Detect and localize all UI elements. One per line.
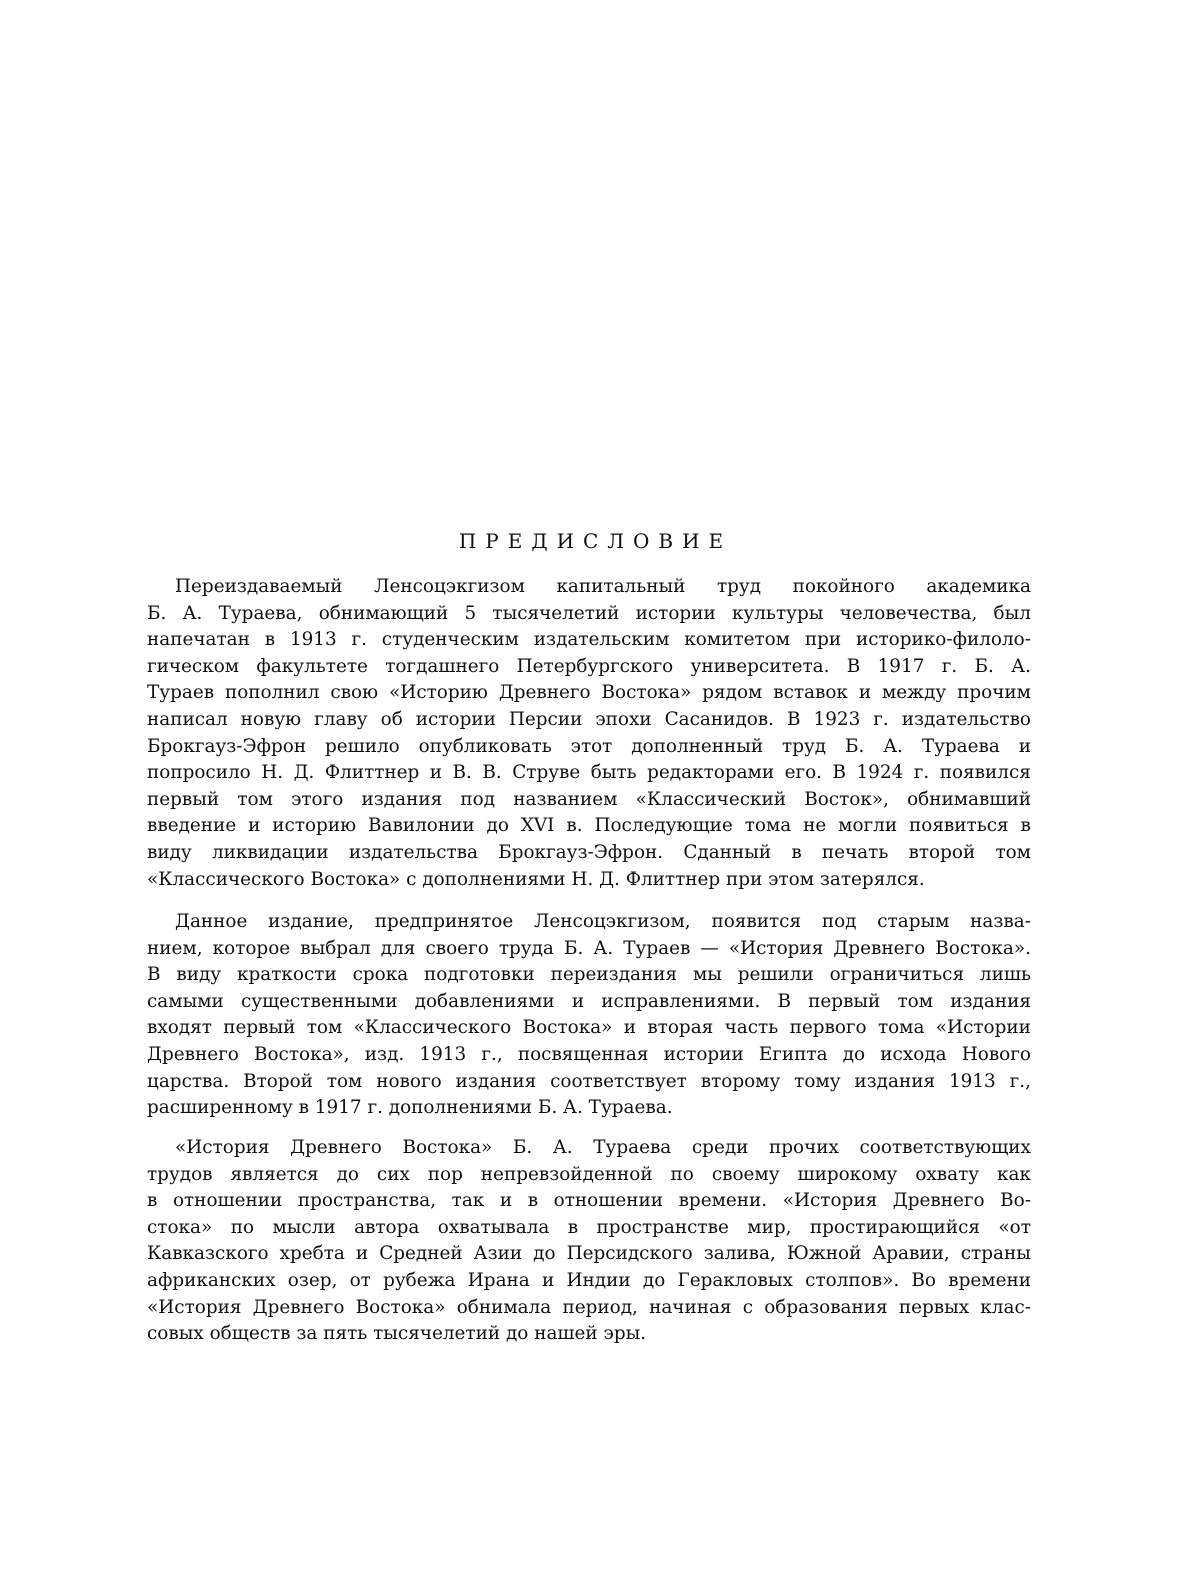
text-line: совых обществ за пять тысячелетий до нашей эры. xyxy=(147,1323,647,1345)
text-line: царства. Второй том нового издания соответствует второму тому издания 1913 г., xyxy=(147,1070,1031,1092)
text-line: «История Древнего Востока» Б. А. Тураева среди прочих соответствующих xyxy=(175,1137,1031,1158)
text-line: введение и историю Вавилонии до XVI в. Последующие тома не могли появиться в xyxy=(147,815,1031,837)
text-line: трудов является до сих пор непревзойденной по своему широкому охвату как xyxy=(147,1163,1031,1185)
text-line: напечатан в 1913 г. студенческим издательским комитетом при историко-филоло- xyxy=(147,629,1031,651)
text-line: Б. А. Тураева, обнимающий 5 тысячелетий истории культуры человечества, был xyxy=(147,602,1031,624)
text-line: написал новую главу об истории Персии эпохи Сасанидов. В 1923 г. издательство xyxy=(147,708,1031,730)
text-line: расширенному в 1917 г. дополнениями Б. А. Тураева. xyxy=(147,1097,673,1119)
text-line: стока» по мысли автора охватывала в пространстве мир, простирающийся «от xyxy=(147,1216,1031,1238)
text-line: Тураев пополнил свою «Историю Древнего Востока» рядом вставок и между прочим xyxy=(147,682,1031,704)
text-line: Кавказского хребта и Средней Азии до Персидского залива, Южной Аравии, страны xyxy=(147,1243,1031,1265)
text-line: африканских озер, от рубежа Ирана и Индии до Геракловых столпов». Во времени xyxy=(147,1269,1031,1291)
text-line: самыми существенными добавлениями и исправлениями. В первый том издания xyxy=(147,990,1031,1012)
text-line: попросило Н. Д. Флиттнер и В. В. Струве быть редакторами его. В 1924 г. появился xyxy=(147,762,1031,784)
text-line: В виду краткости срока подготовки переиздания мы решили ограничиться лишь xyxy=(147,964,1031,986)
text-line: первый том этого издания под названием «Классический Восток», обнимавший xyxy=(147,788,1031,810)
text-line: нием, которое выбрал для своего труда Б. А. Тураев — «История Древнего Востока». xyxy=(147,937,1031,959)
paragraph-1 xyxy=(147,574,1031,893)
text-line: Переиздаваемый Ленсоцэкгизом капитальный труд покойного академика xyxy=(175,576,1031,597)
text-line: Брокгауз-Эфрон решило опубликовать этот дополненный труд Б. А. Тураева и xyxy=(147,735,1031,757)
paragraph-2 xyxy=(147,909,1031,1122)
text-line: «Классического Востока» с дополнениями Н. Д. Флиттнер при этом затерялся. xyxy=(147,868,925,890)
text-line: Древнего Востока», изд. 1913 г., посвященная истории Египта до исхода Нового xyxy=(147,1043,1031,1065)
text-line: «История Древнего Востока» обнимала период, начиная с образования первых клас- xyxy=(147,1296,1031,1318)
text-line: виду ликвидации издательства Брокгауз-Эфрон. Сданный в печать второй том xyxy=(147,841,1031,863)
text-line: гическом факультете тогдашнего Петербургского университета. В 1917 г. Б. А. xyxy=(147,655,1031,677)
text-line: входят первый том «Классического Востока» и вторая часть первого тома «Истории xyxy=(147,1017,1031,1039)
paragraph-3 xyxy=(147,1135,1031,1348)
text-line: в отношении пространства, так и в отношении времени. «История Древнего Во- xyxy=(147,1190,1031,1212)
page-title: ПРЕДИСЛОВИЕ xyxy=(458,529,733,553)
text-line: Данное издание, предпринятое Ленсоцэкгизом, появится под старым назва- xyxy=(175,911,1031,932)
